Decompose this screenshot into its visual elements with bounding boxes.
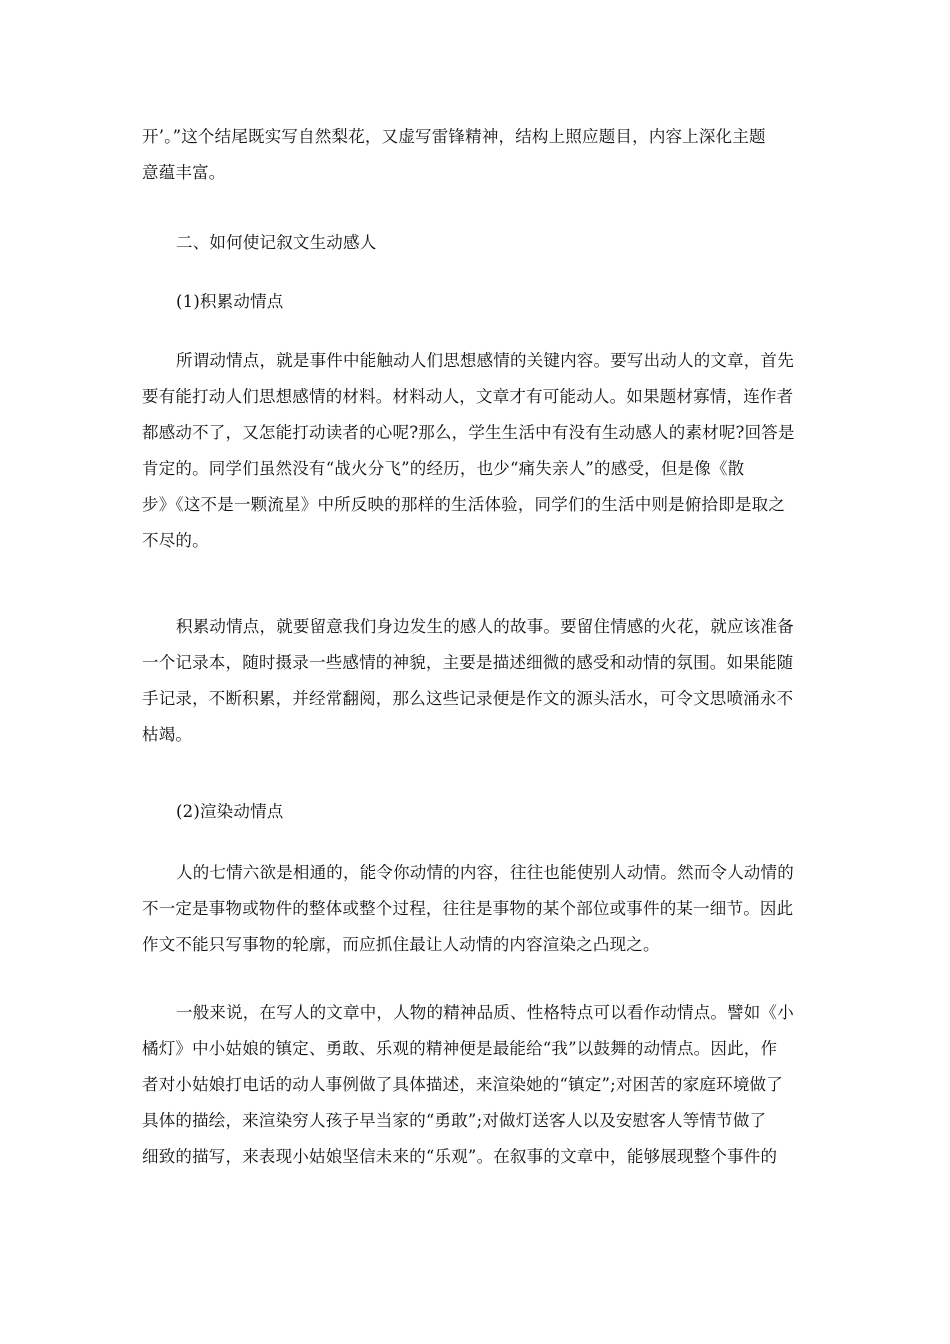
paragraph-render-intro [142, 855, 810, 963]
text-line: 开’。”这个结尾既实写自然梨花，又虚写雷锋精神，结构上照应题目，内容上深化主题 [142, 127, 766, 146]
heading-text: (1)积累动情点 [176, 292, 284, 311]
paragraph-accumulate-intro [142, 343, 810, 559]
text-line: 步》《这不是一颗流星》中所反映的那样的生活体验，同学们的生活中则是俯拾即是取之 [142, 495, 786, 514]
text-line: 具体的描绘，来渲染穷人孩子早当家的“勇敢”;对做灯送客人以及安慰客人等情节做了 [142, 1111, 767, 1130]
text-line: 细致的描写，来表现小姑娘坚信未来的“乐观”。在叙事的文章中，能够展现整个事件的 [142, 1147, 778, 1166]
text-line: 枯竭。 [142, 725, 193, 744]
heading-text: 二、如何使记叙文生动感人 [176, 233, 377, 252]
heading-text: (2)渲染动情点 [176, 802, 284, 821]
paragraph-render-example [142, 995, 810, 1175]
text-line: 橘灯》中小姑娘的镇定、勇敢、乐观的精神便是最能给“我”以鼓舞的动情点。因此，作 [142, 1039, 778, 1058]
text-line: 一般来说，在写人的文章中，人物的精神品质、性格特点可以看作动情点。譬如《小 [176, 1003, 794, 1022]
text-line: 一个记录本，随时摄录一些感情的神貌，主要是描述细微的感受和动情的氛围。如果能随 [142, 653, 794, 672]
text-line: 手记录，不断积累，并经常翻阅，那么这些记录便是作文的源头活水，可令文思喷涌永不 [142, 689, 794, 708]
text-line: 不一定是事物或物件的整体或整个过程，往往是事物的某个部位或事件的某一细节。因此 [142, 899, 794, 918]
paragraph-ending-comment [142, 119, 810, 191]
text-line: 积累动情点，就要留意我们身边发生的感人的故事。要留住情感的火花，就应该准备 [176, 617, 794, 636]
text-line: 要有能打动人们思想感情的材料。材料动人，文章才有可能动人。如果题材寡情，连作者 [142, 387, 794, 406]
subsection-heading-2 [142, 794, 810, 830]
section-heading [142, 225, 810, 261]
text-line: 肯定的。同学们虽然没有“战火分飞”的经历，也少“痛失亲人”的感受，但是像《散 [142, 459, 745, 478]
text-line: 不尽的。 [142, 531, 209, 550]
text-line: 人的七情六欲是相通的，能令你动情的内容，往往也能使别人动情。然而令人动情的 [176, 863, 794, 882]
paragraph-accumulate-method [142, 609, 810, 753]
text-line: 意蕴丰富。 [142, 163, 226, 182]
text-line: 作文不能只写事物的轮廓，而应抓住最让人动情的内容渲染之凸现之。 [142, 935, 660, 954]
subsection-heading-1 [142, 284, 810, 320]
text-line: 都感动不了，又怎能打动读者的心呢?那么，学生生活中有没有生动感人的素材呢?回答是 [142, 423, 795, 442]
text-line: 所谓动情点，就是事件中能触动人们思想感情的关键内容。要写出动人的文章，首先 [176, 351, 794, 370]
text-line: 者对小姑娘打电话的动人事例做了具体描述，来渲染她的“镇定”;对困苦的家庭环境做了 [142, 1075, 783, 1094]
